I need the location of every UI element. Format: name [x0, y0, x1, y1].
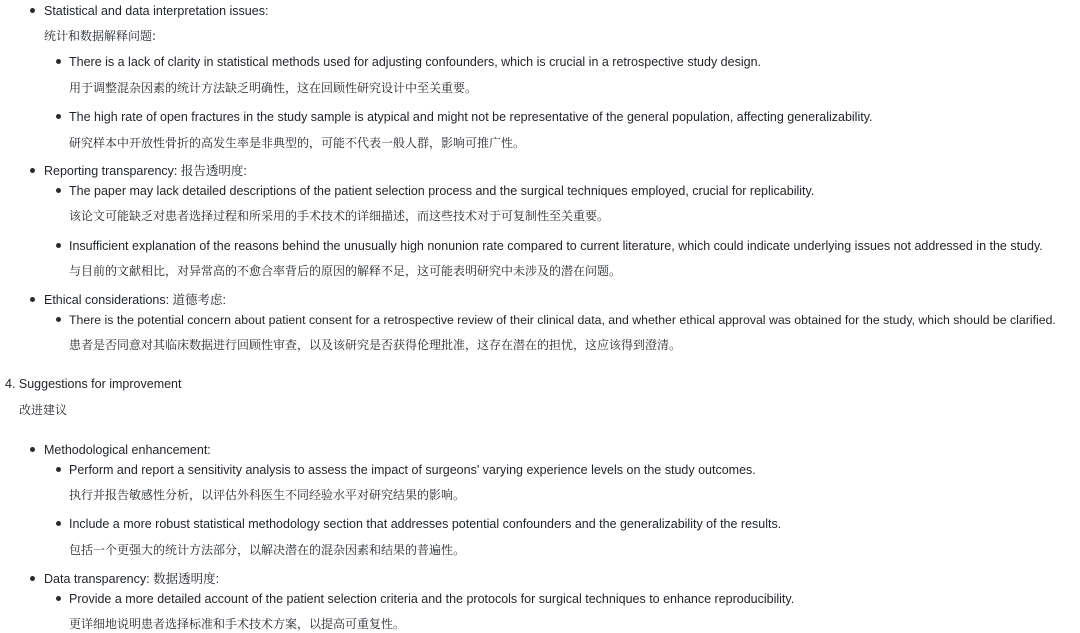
list-item-zh: 患者是否同意对其临床数据进行回顾性审查，以及该研究是否获得伦理批准，这存在潜在的担忧，这应该得到澄清。: [69, 338, 682, 352]
bullet-dot: [56, 317, 61, 322]
list-item-en: Perform and report a sensitivity analysis to assess the impact of surgeons' varying experience levels on the study outcomes.: [69, 463, 756, 477]
section-heading-stats-zh: 统计和数据解释问题:: [44, 29, 157, 43]
list-item-en: The high rate of open fractures in the study sample is atypical and might not be representative of the general population, affecting generalizability.: [69, 110, 873, 124]
bullet-dot: [56, 467, 61, 472]
bullet-dot: [56, 114, 61, 119]
bullet-dot: [56, 243, 61, 248]
bullet-dot: [30, 576, 35, 581]
list-item-en: Insufficient explanation of the reasons behind the unusually high nonunion rate compared to current literature, which could indicate underlying issues not addressed in the study.: [69, 239, 1043, 253]
list-item-en: Include a more robust statistical methodology section that addresses potential confounders and the generalizability of the results.: [69, 517, 782, 531]
bullet-dot: [30, 168, 35, 173]
bullet-dot: [30, 447, 35, 452]
bullet-dot: [30, 8, 35, 13]
list-item-zh: 用于调整混杂因素的统计方法缺乏明确性，这在回顾性研究设计中至关重要。: [69, 81, 478, 95]
list-item-zh: 与目前的文献相比，对异常高的不愈合率背后的原因的解释不足，这可能表明研究中未涉及的潜在问题。: [69, 264, 622, 278]
section-heading-methodological: Methodological enhancement:: [44, 443, 211, 457]
section-heading-stats: Statistical and data interpretation issues:: [44, 4, 269, 18]
section-heading-data-transparency: Data transparency: 数据透明度:: [44, 572, 220, 586]
section-heading-ethics: Ethical considerations: 道德考虑:: [44, 293, 227, 307]
bullet-dot: [56, 188, 61, 193]
list-item-en: There is the potential concern about patient consent for a retrospective review of their clinical data, and whether ethical approval was obtained for the study, which should be clarified.: [69, 313, 1056, 327]
bullet-dot: [30, 297, 35, 302]
bullet-dot: [56, 59, 61, 64]
list-item-en: There is a lack of clarity in statistical methods used for adjusting confounders, which is crucial in a retrospective study design.: [69, 55, 761, 69]
list-item-zh: 研究样本中开放性骨折的高发生率是非典型的，可能不代表一般人群，影响可推广性。: [69, 136, 526, 150]
list-item-zh: 更详细地说明患者选择标准和手术技术方案，以提高可重复性。: [69, 617, 406, 631]
list-item-zh: 执行并报告敏感性分析，以评估外科医生不同经验水平对研究结果的影响。: [69, 488, 466, 502]
section-heading-suggestions: 4. Suggestions for improvement: [5, 377, 182, 391]
list-item-zh: 该论文可能缺乏对患者选择过程和所采用的手术技术的详细描述，而这些技术对于可复制性至关重要。: [69, 209, 610, 223]
list-item-en: The paper may lack detailed descriptions of the patient selection process and the surgical techniques employed, crucial for replicability.: [69, 184, 815, 198]
section-heading-suggestions-zh: 改进建议: [19, 403, 68, 417]
list-item-zh: 包括一个更强大的统计方法部分，以解决潜在的混杂因素和结果的普遍性。: [69, 543, 466, 557]
bullet-dot: [56, 521, 61, 526]
section-heading-reporting: Reporting transparency: 报告透明度:: [44, 164, 247, 178]
bullet-dot: [56, 596, 61, 601]
list-item-en: Provide a more detailed account of the patient selection criteria and the protocols for surgical techniques to enhance reproducibility.: [69, 592, 795, 606]
